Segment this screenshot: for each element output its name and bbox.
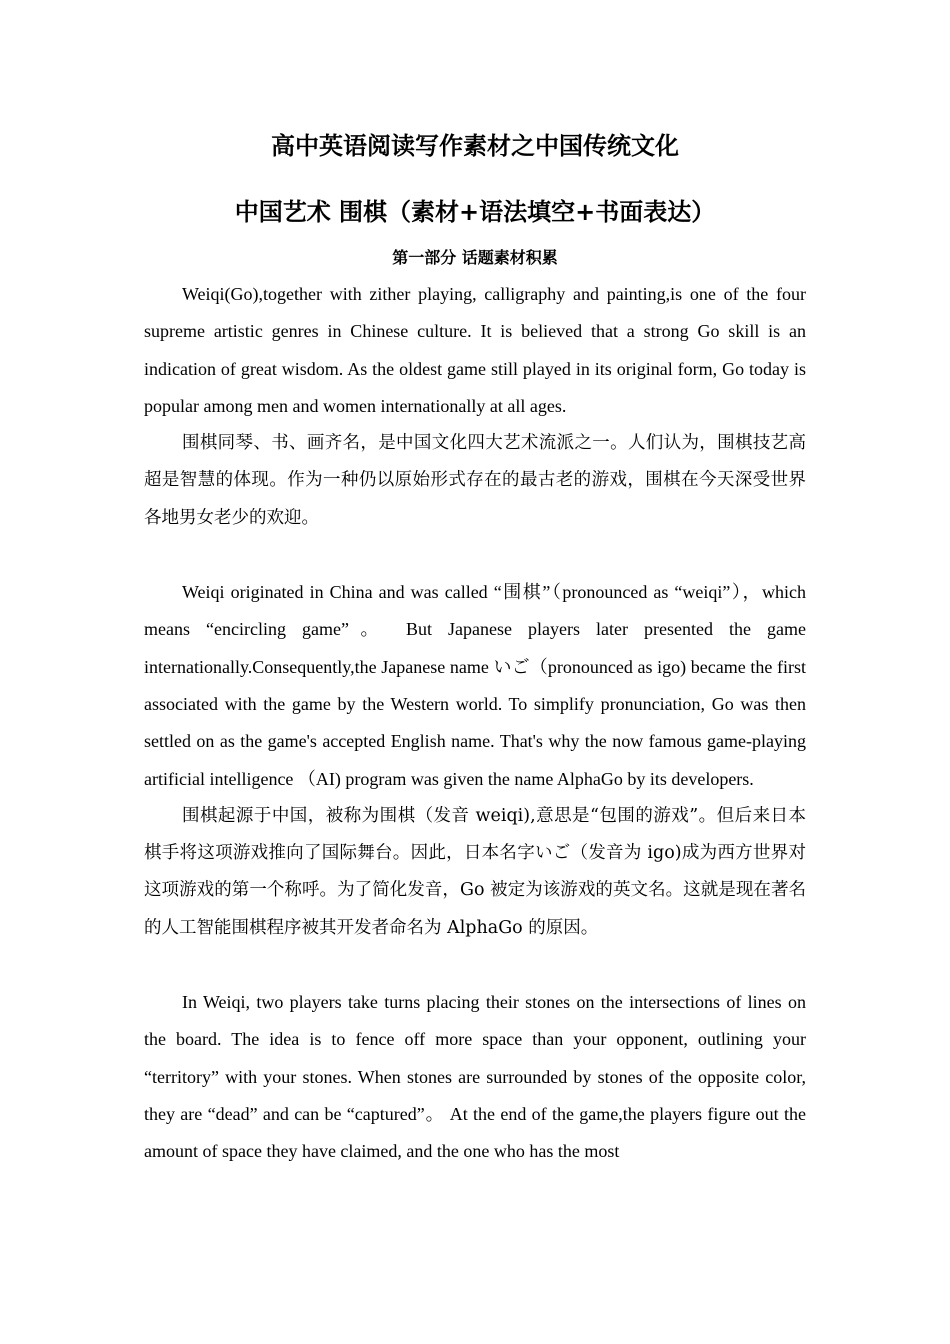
section-heading: 第一部分 话题素材积累 (392, 248, 558, 267)
paragraph-spacer (144, 947, 806, 984)
paragraph-zh-1: 围棋同琴、书、画齐名，是中国文化四大艺术流派之一。人们认为，围棋技艺高超是智慧的体现。作为一种仍以原始形式存在的最古老的游戏，围棋在今天深受世界各地男女老少的欢迎。 (144, 433, 806, 528)
paragraph-zh-2: 围棋起源于中国，被称为围棋（发音 weiqi),意思是“包围的游戏”。但后来日本棋手将这项游戏推向了国际舞台。因此，日本名字いご（发音为 igo)成为西方世界对这项游戏的第一个称呼。为了简化发音，Go 被定为该游戏的英文名。这就是现在著名的人工智能围棋程序被其开发者命名为 AlphaGo 的原因。 (144, 805, 806, 938)
paragraph-en-1: Weiqi(Go),together with zither playing, calligraphy and painting,is one of the four supreme artistic genres in Chinese culture. It is believed that a strong Go skill is an indication of great wisdom. As the oldest game still played in its original form, Go today is popular among men and women internationally at all ages. (144, 284, 806, 416)
paragraph-en-2: Weiqi originated in China and was called “围棋”（pronounced as “weiqi”），which means “encircling game”。 But Japanese players later presented the game internationally.Consequently,the Japanese name いご（pronounced as igo) became the first associated with the game by the Western world. To simplify pronunciation, Go was then settled on as the game's accepted English name. That's why the now famous game-playing artificial intelligence （AI) program was given the name AlphaGo by its developers. (144, 582, 806, 789)
document-content (144, 128, 806, 1171)
paragraph-en-3: In Weiqi, two players take turns placing their stones on the intersections of lines on the board. The idea is to fence off more space than your opponent, outlining your “territory” with your stones. When stones are surrounded by stones of the opposite color, they are “dead” and can be “captured”。 At the end of the game,the players figure out the amount of space they have claimed, and the one who has the most (144, 992, 806, 1162)
document-title: 高中英语阅读写作素材之中国传统文化 (271, 132, 679, 160)
document-subtitle: 中国艺术 围棋（素材+语法填空+书面表达） (234, 198, 716, 226)
paragraph-spacer (144, 537, 806, 574)
